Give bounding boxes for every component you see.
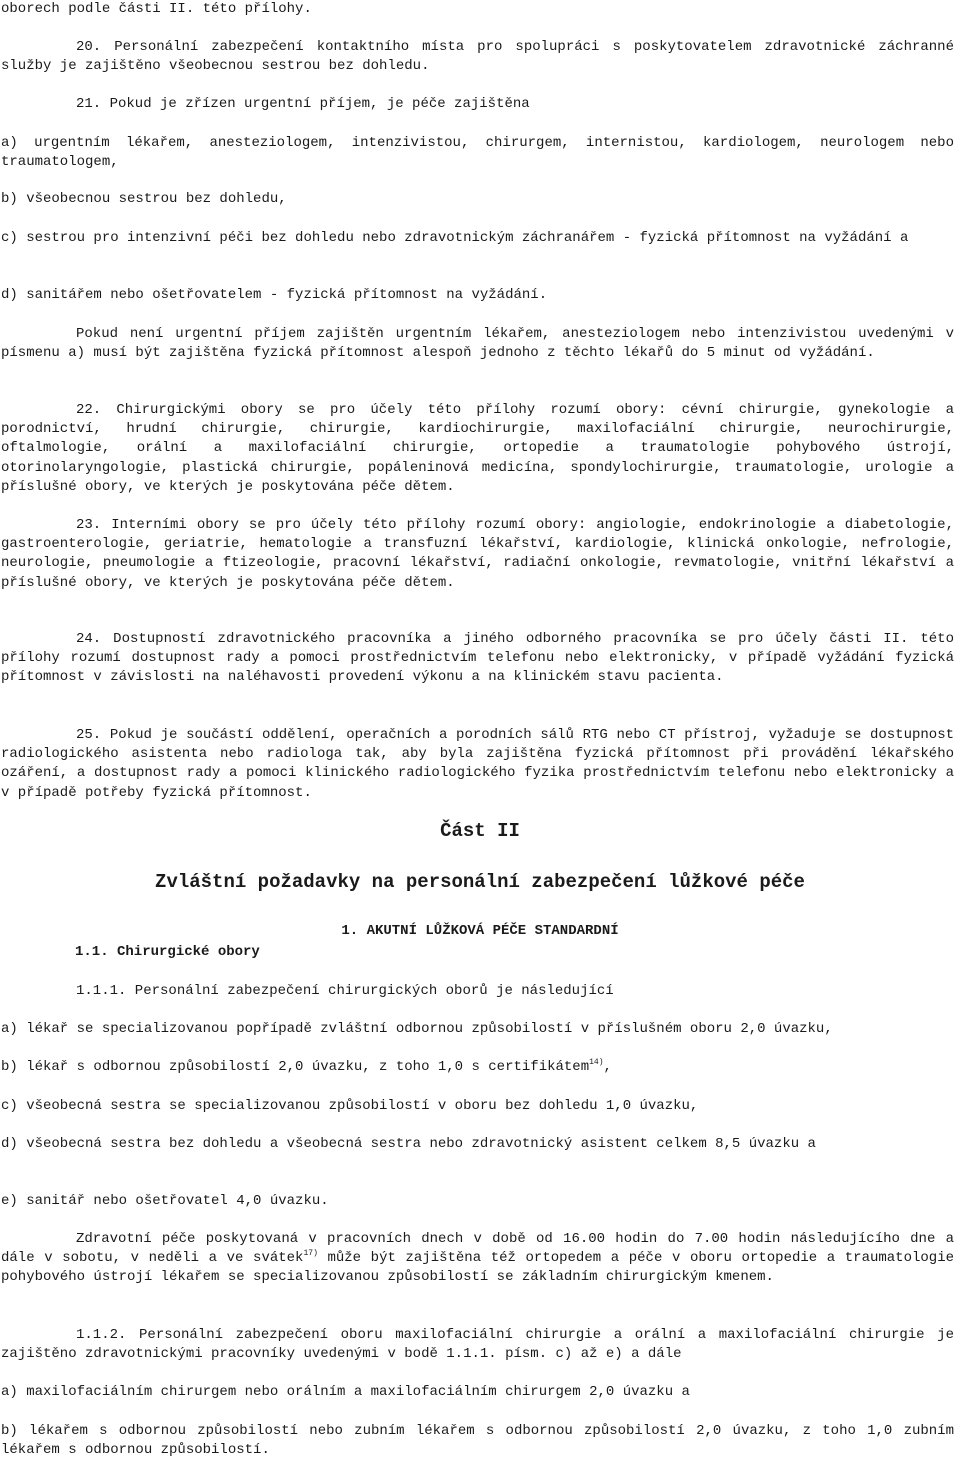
paragraph-1-1-2-a: a) maxilofaciálním chirurgem nebo orálním a maxilofaciálním chirurgem 2,0 úvazku a: [1, 1384, 690, 1400]
paragraph-1-1-1-note: [1, 1230, 954, 1288]
subsection-heading: 1.1. Chirurgické obory: [75, 944, 260, 960]
part-heading: Část II: [440, 820, 520, 842]
paragraph-1-1-1-c: c) všeobecná sestra se specializovanou způsobilostí v oboru bez dohledu 1,0 úvazku,: [1, 1098, 699, 1114]
paragraph-1-1-1: 1.1.1. Personální zabezpečení chirurgických oborů je následující: [76, 983, 614, 999]
paragraph-21-b: b) všeobecnou sestrou bez dohledu,: [1, 191, 287, 207]
paragraph-21-note: Pokud není urgentní příjem zajištěn urgentním lékařem, anesteziologem nebo intenzivistou uvedenými v písmenu a) musí být zajištěna fyzická přítomnost alespoň jednoho z těchto lékařů do 5 minut od vyžádání.: [1, 326, 954, 362]
paragraph-1-1-1-d: d) všeobecná sestra bez dohledu a všeobecná sestra nebo zdravotnický asistent celkem 8,5 úvazku a: [1, 1136, 816, 1152]
footnote-ref-17: 17): [303, 1249, 318, 1259]
paragraph-25: 25. Pokud je součástí oddělení, operačních a porodních sálů RTG nebo CT přístroj, vyžaduje se dostupnost radiologického asistenta nebo radiologa tak, aby byla zajištěna fyzická přítomnost při provádění lékařského ozáření, a dostupnost rady a pomoci klinického radiologického fyzika prostřednictvím telefonu nebo elektronicky a v případě potřeby fyzická přítomnost.: [1, 727, 954, 801]
paragraph-21-a: a) urgentním lékařem, anesteziologem, intenzivistou, chirurgem, internistou, kardiologem, neurologem nebo traumatologem,: [1, 135, 954, 171]
paragraph-1-1-1-b-text: b) lékař s odbornou způsobilostí 2,0 úvazku, z toho 1,0 s certifikátem: [1, 1059, 590, 1075]
footnote-ref-14: 14): [589, 1058, 604, 1067]
paragraph-21-d: d) sanitářem nebo ošetřovatelem - fyzická přítomnost na vyžádání.: [1, 287, 548, 303]
paragraph-23: 23. Interními obory se pro účely této přílohy rozumí obory: angiologie, endokrinologie a diabetologie, gastroenterologie, geriatrie, hematologie a transfuzní lékařství, kardiologie, klinická onkologie, nefrologie, neurologie, pneumologie a ftizeologie, pracovní lékařství, radiační onkologie, revmatologie, vnitřní lékařství a příslušné obory, ve kterých je poskytována péče dětem.: [1, 517, 954, 591]
paragraph-1-1-1-a: a) lékař se specializovanou popřípadě zvláštní odbornou způsobilostí v příslušném oboru 2,0 úvazku,: [1, 1021, 833, 1037]
paragraph-1-1-1-note-text: Zdravotní péče poskytovaná v pracovních dnech v době od 16.00 hodin do 7.00 hodin následujícího dne a dále v sobotu, v neděli a ve svátek: [1, 1231, 954, 1267]
paragraph-1-1-2: 1.1.2. Personální zabezpečení oboru maxilofaciální chirurgie a orální a maxilofaciální chirurgie je zajištěno zdravotnickými pracovníky uvedenými v bodě 1.1.1. písm. c) až e) a dále: [1, 1327, 954, 1363]
section-heading: 1. AKUTNÍ LŮŽKOVÁ PÉČE STANDARDNÍ: [341, 923, 619, 939]
paragraph-1-1-1-note-end: může být zajištěna též ortopedem a péče v oboru ortopedie a traumatologie pohybového ústrojí lékařem se specializovanou způsobilostí se základním chirurgickým kmenem.: [1, 1250, 954, 1286]
paragraph-1-1-1-b-end: ,: [603, 1059, 612, 1075]
paragraph-22: 22. Chirurgickými obory se pro účely této přílohy rozumí obory: cévní chirurgie, gynekologie a porodnictví, hrudní chirurgie, chirurgie, kardiochirurgie, maxilofaciální chirurgie, neurochirurgie, oftalmologie, orální a maxilofaciální chirurgie, ortopedie a traumatologie pohybového ústrojí, otorinolaryngologie, plastická chirurgie, popáleninová medicína, spondylochirurgie, traumatologie, urologie a příslušné obory, ve kterých je poskytována péče dětem.: [1, 402, 954, 495]
paragraph-1-1-2-b: b) lékařem s odbornou způsobilostí nebo zubním lékařem s odbornou způsobilostí 2,0 úvazku, z toho 1,0 zubním lékařem s odbornou způsobilostí.: [1, 1423, 954, 1459]
paragraph-intro: oborech podle části II. této přílohy.: [1, 1, 312, 17]
main-heading: Zvláštní požadavky na personální zabezpečení lůžkové péče: [155, 871, 805, 893]
paragraph-21-c: c) sestrou pro intenzivní péči bez dohledu nebo zdravotnickým záchranářem - fyzická přítomnost na vyžádání a: [1, 230, 909, 246]
paragraph-1-1-1-b: [1, 1058, 954, 1077]
paragraph-1-1-1-e: e) sanitář nebo ošetřovatel 4,0 úvazku.: [1, 1193, 329, 1209]
paragraph-24: 24. Dostupností zdravotnického pracovníka a jiného odborného pracovníka se pro účely části II. této přílohy rozumí dostupnost rady a pomoci prostřednictvím telefonu nebo elektronicky, v případě vyžádání fyzická přítomnost v závislosti na naléhavosti provedení výkonu a na klinickém stavu pacienta.: [1, 631, 954, 686]
paragraph-21: 21. Pokud je zřízen urgentní příjem, je péče zajištěna: [76, 96, 530, 112]
paragraph-20: 20. Personální zabezpečení kontaktního místa pro spolupráci s poskytovatelem zdravotnické záchranné služby je zajištěno všeobecnou sestrou bez dohledu.: [1, 39, 954, 75]
